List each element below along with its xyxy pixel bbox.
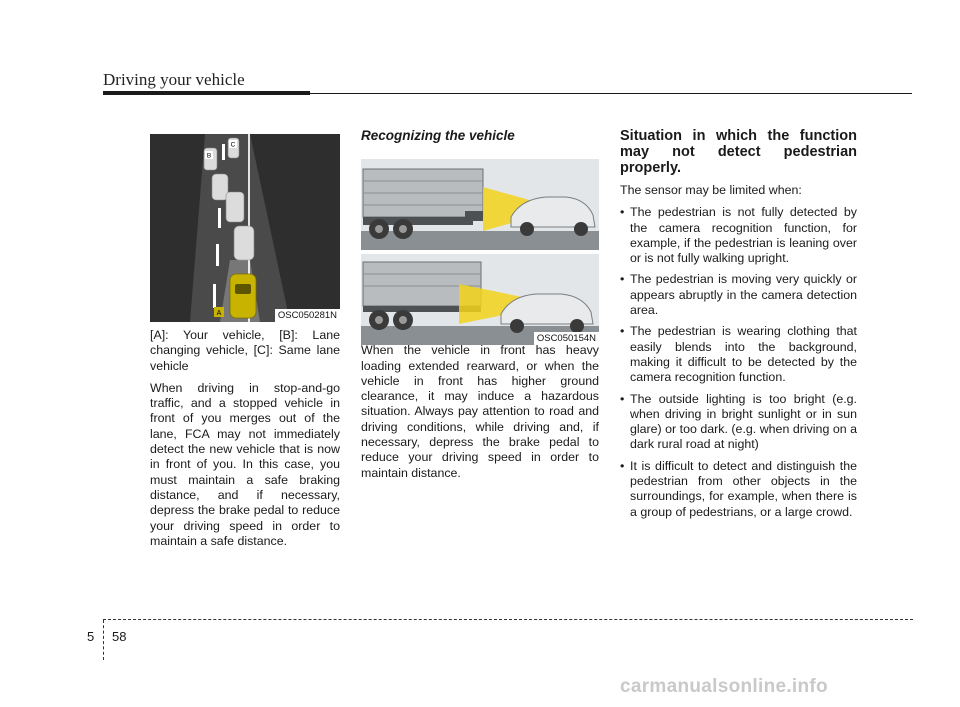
- bullet-item: • The pedestrian is wearing clothing that easily blends into the background, making it difficult to be detected by the camera recognition function.: [620, 324, 857, 385]
- figure-label-osc050154n: OSC050154N: [534, 332, 599, 345]
- watermark: carmanualsonline.info: [620, 676, 828, 697]
- section-number: 5: [87, 629, 95, 644]
- footer-rule: [103, 619, 913, 620]
- footer-divider: [103, 620, 104, 660]
- figure-mark-a: A: [216, 310, 222, 317]
- figure-mark-b: B: [206, 152, 212, 160]
- column-middle: [361, 128, 599, 488]
- figure-label-osc050281n: OSC050281N: [275, 309, 340, 322]
- figure-mark-c: C: [230, 141, 236, 149]
- figure-caption: [A]: Your vehicle, [B]: Lane changing vehicle, [C]: Same lane vehicle: [150, 328, 340, 373]
- bullet-item: • The outside lighting is too bright (e.g. when driving in bright sunlight or in sun glare) or too dark. (e.g. when driving on a dark rural road at night): [620, 392, 857, 453]
- bullet-item: • The pedestrian is moving very quickly or appears abruptly in the camera detection area.: [620, 272, 857, 318]
- column-right: [620, 128, 857, 526]
- bullet-item: • The pedestrian is not fully detected by the camera recognition function, for example, if the pedestrian is leaning over or is not fully walking upright.: [620, 205, 857, 266]
- bullet-item: • It is difficult to detect and distinguish the pedestrian from other objects in the surroundings, for example, when there is a group of pedestrians, or a large crowd.: [620, 459, 857, 520]
- body-paragraph-heavy-loading: When the vehicle in front has heavy loading extended rearward, or when the vehicle in front has higher ground clearance, it may induce a hazardous situation. Always pay attention to road and driving conditions, while driving and, if necessary, depress the brake pedal to reduce your driving speed in order to maintain distance.: [361, 343, 599, 480]
- section-heading-pedestrian: Situation in which the function may not detect pedestrian properly.: [620, 128, 857, 176]
- body-paragraph-stop-and-go: When driving in stop-and-go traffic, and a stopped vehicle in front of you merges out of the lane, FCA may not immediately detect the new vehicle that is now in front of you. In this case, you must maintain a safe braking distance, and if necessary, depress the brake pedal to reduce your driving speed in order to maintain a safe distance.: [150, 380, 340, 548]
- section-heading-recognizing-vehicle: Recognizing the vehicle: [361, 128, 515, 143]
- bullet-list-limitations: [620, 205, 857, 520]
- intro-text: The sensor may be limited when:: [620, 183, 802, 197]
- header-rule-thick: [103, 91, 310, 95]
- page-number: 58: [112, 629, 127, 644]
- column-left: [150, 128, 340, 556]
- header-rule-thin: [310, 93, 912, 94]
- page-header-title: Driving your vehicle: [103, 70, 245, 89]
